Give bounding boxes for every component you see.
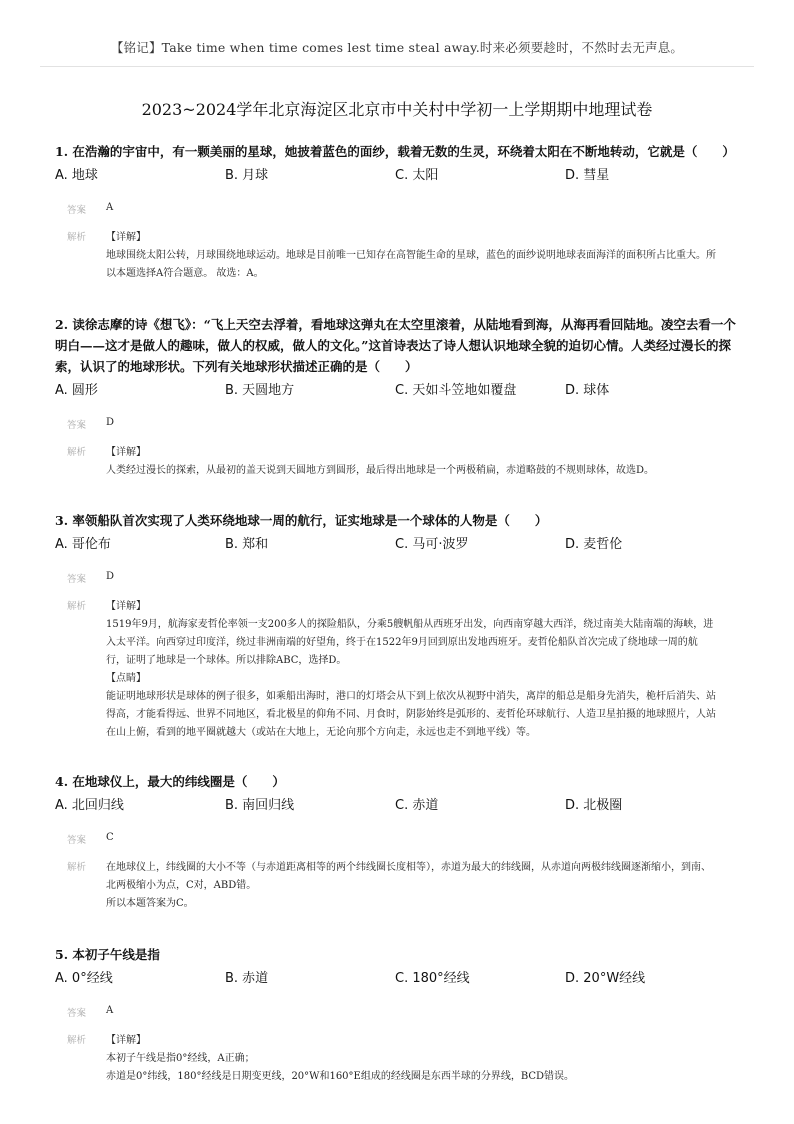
page-title: 2023~2024学年北京海淀区北京市中关村中学初一上学期期中地理试卷 bbox=[141, 100, 653, 119]
answer-row bbox=[55, 1005, 745, 1019]
analysis-line: 人类经过漫长的探索，从最初的盖天说到天圆地方到圆形，最后得出地球是一个两极稍扁，赤道略鼓的不规则球体，故选D。 bbox=[106, 465, 655, 476]
question-5 bbox=[55, 944, 745, 1086]
option-a: A. 北回归线 bbox=[55, 798, 124, 813]
question-options bbox=[55, 379, 745, 399]
option-d: D. 麦哲伦 bbox=[565, 537, 623, 552]
question-3 bbox=[55, 510, 745, 742]
analysis-line: 地球围绕太阳公转，月球围绕地球运动。地球是目前唯一已知存在高智能生命的星球，蓝色的面纱说明地球表面海洋的面积所占比重大。所以本题选择A符合题意。 故选：A。 bbox=[106, 250, 716, 279]
analysis-line: 能证明地球形状是球体的例子很多，如乘船出海时，港口的灯塔会从下到上依次从视野中消失，离岸的船总是船身先消失，桅杆后消失、站得高，才能看得远、世界不同地区，看北极星的仰角不同、月食时，阴影始终是弧形的、麦哲伦环球航行、人造卫星拍摄的地球照片，人站在山上俯，看到的地平圈就越大（或站在大地上，无论向那个方向走，永远也走不到地平线）等。 bbox=[106, 691, 716, 738]
question-2 bbox=[55, 314, 745, 480]
option-a: A. 地球 bbox=[55, 168, 98, 183]
option-d: D. 20°W经线 bbox=[565, 971, 646, 986]
analysis-line: 在地球仪上，纬线圈的大小不等（与赤道距离相等的两个纬线圈长度相等），赤道为最大的纬线圈，从赤道向两极纬线圈逐渐缩小，到南、北两极缩小为点，C对，ABD错。 bbox=[106, 862, 711, 891]
answer-row bbox=[55, 202, 745, 216]
option-a: A. 0°经线 bbox=[55, 971, 113, 986]
analysis-label: 解析 bbox=[67, 601, 87, 612]
analysis-label: 解析 bbox=[67, 1035, 87, 1046]
analysis-row bbox=[55, 859, 745, 913]
analysis-row bbox=[55, 1032, 745, 1086]
answer-row bbox=[55, 571, 745, 585]
option-a: A. 圆形 bbox=[55, 383, 98, 398]
option-c: C. 太阳 bbox=[395, 168, 439, 183]
answer-value: D bbox=[106, 571, 115, 582]
analysis-line: 【点睛】 bbox=[106, 673, 146, 684]
answer-value: A bbox=[106, 1005, 114, 1016]
question-stem: 1. 在浩瀚的宇宙中，有一颗美丽的星球，她披着蓝色的面纱，载着无数的生灵，环绕着太阳在不断地转动，它就是（ ） bbox=[55, 144, 735, 159]
analysis-row bbox=[55, 229, 745, 283]
question-stem: 4. 在地球仪上，最大的纬线圈是（ ） bbox=[55, 774, 285, 789]
answer-row bbox=[55, 417, 745, 431]
question-stem: 2. 读徐志摩的诗《想飞》：“飞上天空去浮着，看地球这弹丸在太空里滚着，从陆地看到海，从海再看回陆地。凌空去看一个明白——这才是做人的趣味，做人的权威，做人的文化。”这首诗表达了诗人想认识地球全貌的迫切心情。人类经过漫长的探索，认识了的地球形状。下列有关地球形状描述正确的是（ ） bbox=[55, 317, 736, 374]
option-a: A. 哥伦布 bbox=[55, 537, 111, 552]
analysis-row bbox=[55, 444, 745, 480]
answer-value: D bbox=[106, 417, 115, 428]
option-b: B. 郑和 bbox=[225, 537, 269, 552]
analysis-line: 所以本题答案为C。 bbox=[106, 898, 194, 909]
option-d: D. 球体 bbox=[565, 383, 610, 398]
option-c: C. 赤道 bbox=[395, 798, 439, 813]
option-b: B. 南回归线 bbox=[225, 798, 295, 813]
option-c: C. 180°经线 bbox=[395, 971, 470, 986]
question-4 bbox=[55, 771, 745, 913]
question-options bbox=[55, 164, 745, 184]
analysis-line: 【详解】 bbox=[106, 1035, 146, 1046]
option-c: C. 天如斗笠地如覆盘 bbox=[395, 383, 517, 398]
option-b: B. 赤道 bbox=[225, 971, 269, 986]
answer-label: 答案 bbox=[67, 420, 87, 431]
option-b: B. 月球 bbox=[225, 168, 269, 183]
answer-value: A bbox=[106, 202, 114, 213]
question-options bbox=[55, 967, 745, 987]
question-stem: 5. 本初子午线是指 bbox=[55, 947, 160, 962]
option-c: C. 马可·波罗 bbox=[395, 537, 469, 552]
analysis-line: 1519年9月，航海家麦哲伦率领一支200多人的探险船队，分乘5艘帆船从西班牙出发，向西南穿越大西洋，绕过南美大陆南端的海峡，进入太平洋。向西穿过印度洋，绕过非洲南端的好望角，终于在1522年9月回到原出发地西班牙。麦哲伦船队首次完成了绕地球一周的航行，证明了地球是一个球体。所以排除ABC，选择D。 bbox=[106, 619, 714, 666]
question-options bbox=[55, 794, 745, 814]
answer-label: 答案 bbox=[67, 205, 87, 216]
analysis-label: 解析 bbox=[67, 862, 87, 873]
question-1 bbox=[55, 141, 745, 283]
answer-label: 答案 bbox=[67, 574, 87, 585]
analysis-line: 【详解】 bbox=[106, 601, 146, 612]
answer-row bbox=[55, 832, 745, 846]
analysis-line: 赤道是0°纬线，180°经线是日期变更线，20°W和160°E组成的经线圈是东西半球的分界线，BCD错误。 bbox=[106, 1071, 575, 1082]
answer-value: C bbox=[106, 832, 114, 843]
analysis-line: 本初子午线是指0°经线，A正确； bbox=[106, 1053, 255, 1064]
option-d: D. 彗星 bbox=[565, 168, 610, 183]
question-options bbox=[55, 533, 745, 553]
analysis-line: 【详解】 bbox=[106, 447, 146, 458]
analysis-label: 解析 bbox=[67, 447, 87, 458]
answer-label: 答案 bbox=[67, 835, 87, 846]
option-d: D. 北极圈 bbox=[565, 798, 623, 813]
answer-label: 答案 bbox=[67, 1008, 87, 1019]
analysis-line: 【详解】 bbox=[106, 232, 146, 243]
question-stem: 3. 率领船队首次实现了人类环绕地球一周的航行，证实地球是一个球体的人物是（ ） bbox=[55, 513, 548, 528]
analysis-row bbox=[55, 598, 745, 742]
header-divider bbox=[40, 66, 754, 67]
option-b: B. 天圆地方 bbox=[225, 383, 295, 398]
analysis-label: 解析 bbox=[67, 232, 87, 243]
motto-header: 【铭记】Take time when time comes lest time steal away.时来必须要趁时，不然时去无声息。 bbox=[110, 40, 684, 55]
